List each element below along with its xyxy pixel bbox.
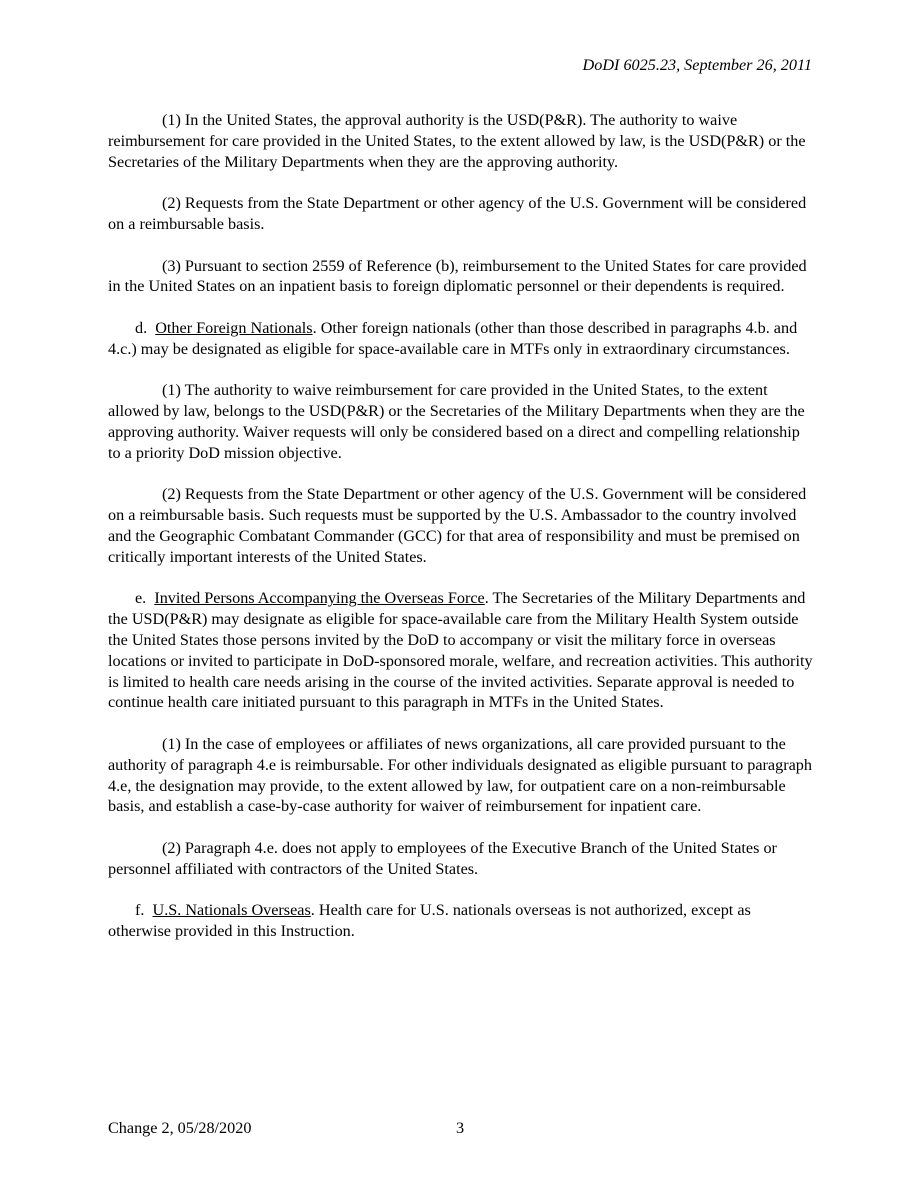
subparagraph-c-3: (3) Pursuant to section 2559 of Reference (b), reimbursement to the United States for care provided in the United States on an inpatient basis to foreign diplomatic personnel or their dependents is required. [108,256,807,296]
paragraph-d [108,318,813,360]
paragraph-f-text: . Health care for U.S. nationals overseas is not authorized, except as otherwise provided in this Instruction. [108,901,751,941]
paragraph-d-text: . Other foreign nationals (other than those described in paragraphs 4.b. and 4.c.) may be designated as eligible for space-available care in MTFs only in extraordinary circumstances. [108,318,798,358]
paragraph-f [108,900,813,942]
paragraph-e-heading: Invited Persons Accompanying the Overseas Force [154,589,485,608]
paragraph-e-text: . The Secretaries of the Military Departments and the USD(P&R) may designate as eligible for space-available care from the Military Health System outside the United States those persons invited by the DoD to accompany or visit the military force in overseas locations or invited to participate in DoD-sponsored morale, welfare, and recreation activities. This authority is limited to health care needs arising in the course of the invited activities. Separate approval is needed to continue health care initiated pursuant to this paragraph in MTFs in the United States. [108,589,813,712]
paragraph-f-heading: U.S. Nationals Overseas [152,901,311,920]
page-number: 3 [456,1119,465,1137]
paragraph-e [108,588,813,713]
change-notice: Change 2, 05/28/2020 [108,1119,252,1137]
subparagraph-c-2: (2) Requests from the State Department or other agency of the U.S. Government will be considered on a reimbursable basis. [108,194,807,233]
paragraph-e-label: e. [135,589,147,608]
subparagraph-d-1: (1) The authority to waive reimbursement for care provided in the United States, to the extent allowed by law, belongs to the USD(P&R) or the Secretaries of the Military Departments when they are the approving authority. Waiver requests will only be considered based on a direct and compelling relationship to a priority DoD mission objective. [108,381,805,462]
paragraph-d-label: d. [135,318,148,337]
subparagraph-e-1: (1) In the case of employees or affiliates of news organizations, all care provided pursuant to the authority of paragraph 4.e is reimbursable. For other individuals designated as eligible pursuant to paragraph 4.e, the designation may provide, to the extent allowed by law, for outpatient care on a non-reimbursable basis, and establish a case-by-case authority for waiver of reimbursement for inpatient care. [108,734,812,816]
subparagraph-c-1: (1) In the United States, the approval authority is the USD(P&R). The authority to waive reimbursement for care provided in the United States, to the extent allowed by law, is the USD(P&R) or the Secretaries of the Military Departments when they are the approving authority. [108,111,806,171]
document-body [108,110,813,963]
subparagraph-e-2: (2) Paragraph 4.e. does not apply to employees of the Executive Branch of the United States or personnel affiliated with contractors of the United States. [108,838,777,878]
subparagraph-d-2: (2) Requests from the State Department or other agency of the U.S. Government will be considered on a reimbursable basis. Such requests must be supported by the U.S. Ambassador to the country involved and the Geographic Combatant Commander (GCC) for that area of responsibility and must be premised on critically important interests of the United States. [108,485,807,566]
paragraph-d-heading: Other Foreign Nationals [155,318,313,337]
document-reference-header: DoDI 6025.23, September 26, 2011 [582,56,812,74]
paragraph-f-label: f. [135,901,145,920]
